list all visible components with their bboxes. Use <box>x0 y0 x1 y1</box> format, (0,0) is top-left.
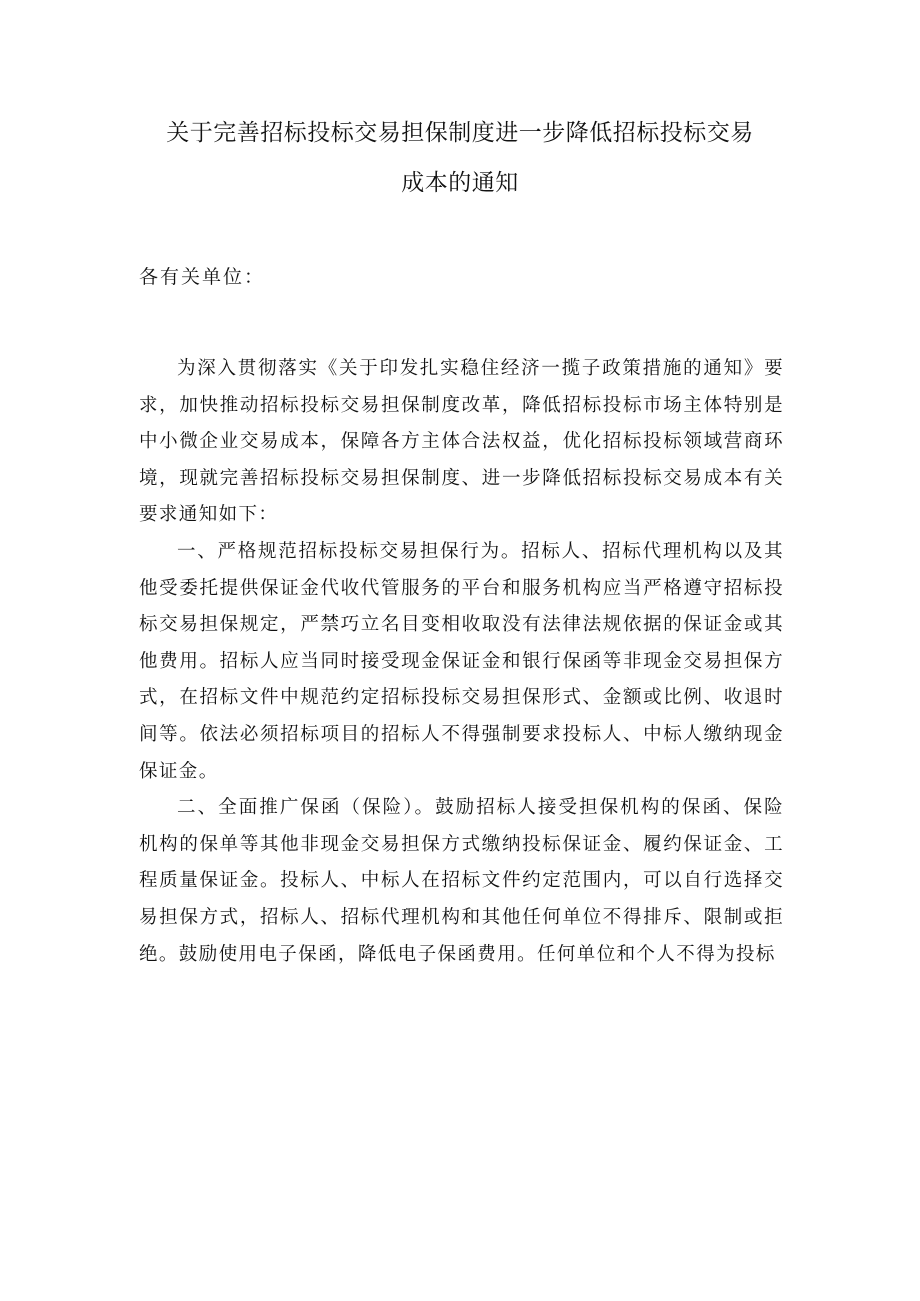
document-body <box>139 351 784 973</box>
title-line-2: 成本的通知 <box>401 170 519 196</box>
title-line-1: 关于完善招标投标交易担保制度进一步降低招标投标交易 <box>166 120 754 146</box>
document-title <box>130 108 790 208</box>
paragraph-section-1: 一、严格规范招标投标交易担保行为。招标人、招标代理机构以及其他受委托提供保证金代收代管服务的平台和服务机构应当严格遵守招标投标交易担保规定，严禁巧立名目变相收取没有法律法规依据的保证金或其他费用。招标人应当同时接受现金保证金和银行保函等非现金交易担保方式，在招标文件中规范约定招标投标交易担保形式、金额或比例、收退时间等。依法必须招标项目的招标人不得强制要求投标人、中标人缴纳现金保证金。 <box>139 540 784 782</box>
paragraph-intro: 为深入贯彻落实《关于印发扎实稳住经济一揽子政策措施的通知》要求，加快推动招标投标交易担保制度改革，降低招标投标市场主体特别是中小微企业交易成本，保障各方主体合法权益，优化招标投标领域营商环境，现就完善招标投标交易担保制度、进一步降低招标投标交易成本有关要求通知如下： <box>139 358 784 526</box>
salutation: 各有关单位： <box>139 266 266 288</box>
paragraph-section-2: 二、全面推广保函（保险）。鼓励招标人接受担保机构的保函、保险机构的保单等其他非现金交易担保方式缴纳投标保证金、履约保证金、工程质量保证金。投标人、中标人在招标文件约定范围内，可以自行选择交易担保方式，招标人、招标代理机构和其他任何单位不得排斥、限制或拒绝。鼓励使用电子保函，降低电子保函费用。任何单位和个人不得为投标 <box>139 797 784 965</box>
